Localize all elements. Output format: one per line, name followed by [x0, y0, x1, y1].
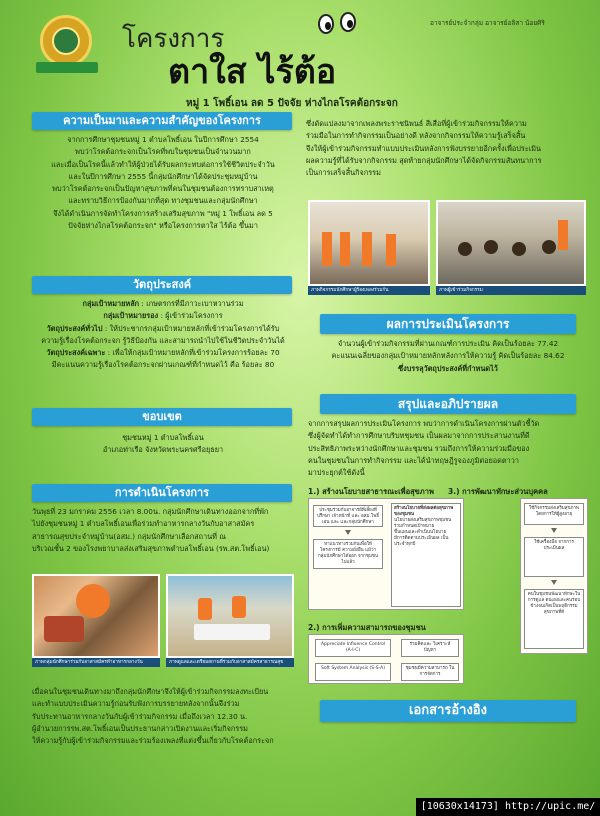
flow-box: คนในชุมชนพัฒนาทักษะในการดูแล ตนเองและคนรอบข้างจนเกิดเป็นพฤติกรรม สุขภาพที่ดี — [524, 589, 584, 649]
university-logo — [40, 15, 92, 67]
strategy-3-heading: 3.) การพัฒนาทักษะส่วนบุคคล — [448, 487, 548, 496]
references-header: เอกสารอ้างอิง — [320, 700, 576, 722]
flow-box: ใช้กิจกรรมส่งเสริมสุขภาพ โดยการให้ผู้สูงอายุ — [524, 503, 584, 525]
objectives-header: วัตถุประสงค์ — [32, 276, 292, 294]
caption-preparation: ภาพดูแลและเตรียมสถานที่ร่วมกับอาสาสมัครสาธารณสุข — [166, 658, 294, 667]
flow-box: หาแนวทางร่วมกันเพื่อให้โครงการมี ความยั่งยืน แม้ว่ากลุ่มนักศึกษาได้ออก จากชุมชนไปแล้ว — [313, 539, 383, 569]
flow-arrow — [551, 580, 557, 585]
right-intro-text: ซึ่งดัดแปลงมาจากเพลงพระราชนิพนธ์ สีเสือที่ผู้เข้าร่วมกิจกรรมให้ความ ร่วมมือในการทำกิจกรรมเป็นอย่างดี หลังจากกิจกรรมให้ความรู้เสร็จสิ้น จึงให้ผู้เข้าร่วมกิจกรรมทำแบบประเมินหลังการฟังบรรยายอีกครั้งเพื่อประเมิน ผลความรู้ที่ได้รับจากกิจกรรม สุดท้ายกลุ่มนักศึกษาได้จัดกิจกรรมสันทนาการ เป็นการเสร็จสิ้นกิจกรรม — [306, 119, 542, 178]
flow-box-policy: สร้างนโยบายที่ส่งผลต่อสุขภาพของชุมชน นโยบายส่งเสริมสุขภาพชุมชน ร่วมกำหนดเป้าหมาย ขึ้นแผนและดำเนินนโยบาย มีการติดตามประเมินผล เป็นประจำทุกปี — [391, 503, 461, 607]
photo-cooking — [32, 574, 160, 658]
objectives-text: กลุ่มเป้าหมายหลัก : เกษตรกรที่มีภาวะเบาหวานร่วม กลุ่มเป้าหมายรอง : ผู้เข้าร่วมโครงการ วัตถุประสงค์ทั่วไป : ให้ประชากรกลุ่มเป้าหมายหลักที่เข้าร่วมโครงการได้รับ ความรู้เรื่องโรคต้อกระจก รู้วิธีป้องกัน และสามารถนำไปใช้ในชีวิตประจำวันได้ วัตถุประสงค์เฉพาะ : เพื่อให้กลุ่มเป้าหมายหลักที่เข้าร่วมโครงการร้อยละ 70 มีคะแนนความรู้เรื่องโรคต้อกระจกผ่านเกณฑ์ที่กำหนดไว้ คือ ร้อยละ 80 — [41, 299, 285, 370]
implementation-text: วันพุธที่ 23 มกราคม 2556 เวลา 8.00น. กลุ่มนักศึกษาเดินทางออกจากที่พัก ไปยังชุมชนหมู่ 1 ตำบลโพธิ์เอนเพื่อร่วมทำอาหารกลางวันกับอาสาสมัคร สาธารณสุขประจำหมู่บ้าน(อสม.) กลุ่มนักศึกษาเลือกสถานที่ ณ บริเวณชั้น 2 ของโรงพยาบาลส่งเสริมสุขภาพตำบลโพธิ์เอน (รพ.สต.โพธิ์เอน) — [32, 507, 270, 553]
photo-singing — [308, 200, 430, 286]
evaluation-header: ผลการประเมินโครงการ — [320, 314, 576, 334]
flow-arrow — [345, 530, 351, 535]
logo-banner — [36, 62, 98, 73]
summary-header: สรุปและอภิปรายผล — [320, 394, 576, 414]
scope-text: ชุมชนหมู่ 1 ตำบลโพธิ์เอน อำเภอท่าเรือ จังหวัดพระนครศรีอยุธยา — [102, 433, 224, 455]
subtitle: หมู่ 1 โพธิ์เอน ลด 5 ปัจจัย ห่างไกลโรคต้อกระจก — [186, 98, 398, 109]
main-title: ตาใส ไร้ต้อ — [168, 52, 337, 92]
caption-participants: ภาพผู้เข้าร่วมกิจกรรม — [436, 286, 586, 295]
flow-box: ใช้เครื่องมือ จากการ ประเมินผล — [524, 537, 584, 577]
strategy-2-heading: 2.) การเพิ่มความสามารถของชุมชน — [308, 623, 426, 632]
implementation-header: การดำเนินโครงการ — [32, 484, 292, 502]
flow-box: Soft System Analysis (S-S-A) — [315, 663, 391, 681]
caption-singing: ภาพกิจกรรมนักศึกษาผู้ร้องเพลงร่วมกัน — [308, 286, 430, 295]
flow-diagram-skills — [520, 498, 588, 654]
flow-diagram-policy — [308, 498, 464, 610]
flow-arrow — [551, 528, 557, 533]
advisor-name: อาจารย์ประจำกลุ่ม อาจารย์อลิสา น้อยศิริ — [430, 19, 545, 27]
flow-box: Appreciate Influence Control (A-I-C) — [315, 639, 391, 657]
project-label: โครงการ — [122, 24, 225, 54]
implementation-bottom-text: เมื่อคนในชุมชนเดินทางมาถึงกลุ่มนักศึกษาจึงให้ผู้เข้าร่วมกิจกรรมลงทะเบียน และทำแบบประเมินความรู้ก่อนรับฟังการบรรยายหลังจากนั้นจึงร่วม รับประทานอาหารกลางวันกับผู้เข้าร่วมกิจกรรม เมื่อถึงเวลา 12.30 น. ผู้อำนวยการรพ.สต.โพธิ์เอนเป็นประธานกล่าวเปิดงานและเริ่มกิจกรรม ให้ความรู้กับผู้เข้าร่วมกิจกรรมและร่วมร้องเพลงที่แต่งขึ้นเกี่ยวกับโรคต้อกระจก — [32, 687, 274, 746]
flow-box: ประชุมร่วมกับอาจารย์พี่เลี้ยงที่ปรึกษา เจ้าหน้าที่ และ อสม.โพธิ์เอน และ และกลุ่มนักศึกษา — [313, 505, 383, 527]
cartoon-eye-left-icon — [318, 14, 334, 34]
caption-cooking: ภาพกลุ่มนักศึกษาร่วมกับอาสาสมัครทำอาหารกลางวัน — [32, 658, 160, 667]
footer-watermark: [10630x14173] http://upic.me/ — [416, 798, 600, 816]
scope-header: ขอบเขต — [32, 408, 292, 426]
summary-text: จากการสรุปผลการประเมินโครงการ พบว่าการดำเนินโครงการผ่านตัวชี้วัด ซึ่งผู้จัดทำได้ทำการศึกษาบริบทชุมชน เป็นผลมาจากการประสานงานที่ดี ประสิทธิภาพระหว่างนักศึกษาและชุมชน รวมถึงการให้ความร่วมมือของ คนในชุมชนในการทำกิจกรรม และได้นำทฤษฎีรูจองภูมิต่อยอดตาวา มาประยุกต์ใช้ดังนี้ — [308, 419, 540, 478]
evaluation-text: จำนวนผู้เข้าร่วมกิจกรรมที่ผ่านเกณฑ์การประเมิน คิดเป็นร้อยละ 77.42 คะแนนเฉลี่ยของกลุ่มเป้าหมายหลักหลังการให้ความรู้ คิดเป็นร้อยละ 84.62 ซึ่งบรรลุวัตถุประสงค์ที่กำหนดไว้ — [331, 339, 565, 373]
photo-participants — [436, 200, 586, 286]
background-text: จากการศึกษาชุมชนหมู่ 1 ตำบลโพธิ์เอน ในปีการศึกษา 2554 พบว่าโรคต้อกระจกเป็นโรคที่พบในชุมชนเป็นจำนวนมาก และเมื่อเป็นโรคนี้แล้วทำให้ผู้ป่วยได้รับผลกระทบต่อการใช้ชีวิตประจำวัน และในปีการศึกษา 2555 นี้กลุ่มนักศึกษาได้จัดประชุมหมู่บ้าน พบว่าโรคต้อกระจกเป็นปัญหาสุขภาพที่คนในชุมชนต้องการทราบสาเหตุ และทราบวิธีการป้องกันมากที่สุด ทางชุมชนและกลุ่มนักศึกษา จึงได้ดำเนินการจัดทำโครงการสร้างเสริมสุขภาพ "หมู่ 1 โพธิ์เอน ลด 5 ปัจจัยห่างไกลโรคต้อกระจก" หรือโครงการตาใส ไร้ต้อ ขึ้นมา — [51, 135, 275, 231]
cartoon-eye-right-icon — [340, 12, 356, 32]
flow-diagram-community — [308, 634, 464, 684]
background-header: ความเป็นมาและความสำคัญของโครงการ — [32, 112, 292, 130]
flow-box: ชุมชนมีความสามารถ ในการจัดการ — [401, 663, 459, 681]
photo-preparation — [166, 574, 294, 658]
flow-box: ร่วมคิดและ วิเคราะห์ปัญหา — [401, 639, 459, 657]
strategy-1-heading: 1.) สร้างนโยบายสาธารณะเพื่อสุขภาพ — [308, 487, 434, 496]
